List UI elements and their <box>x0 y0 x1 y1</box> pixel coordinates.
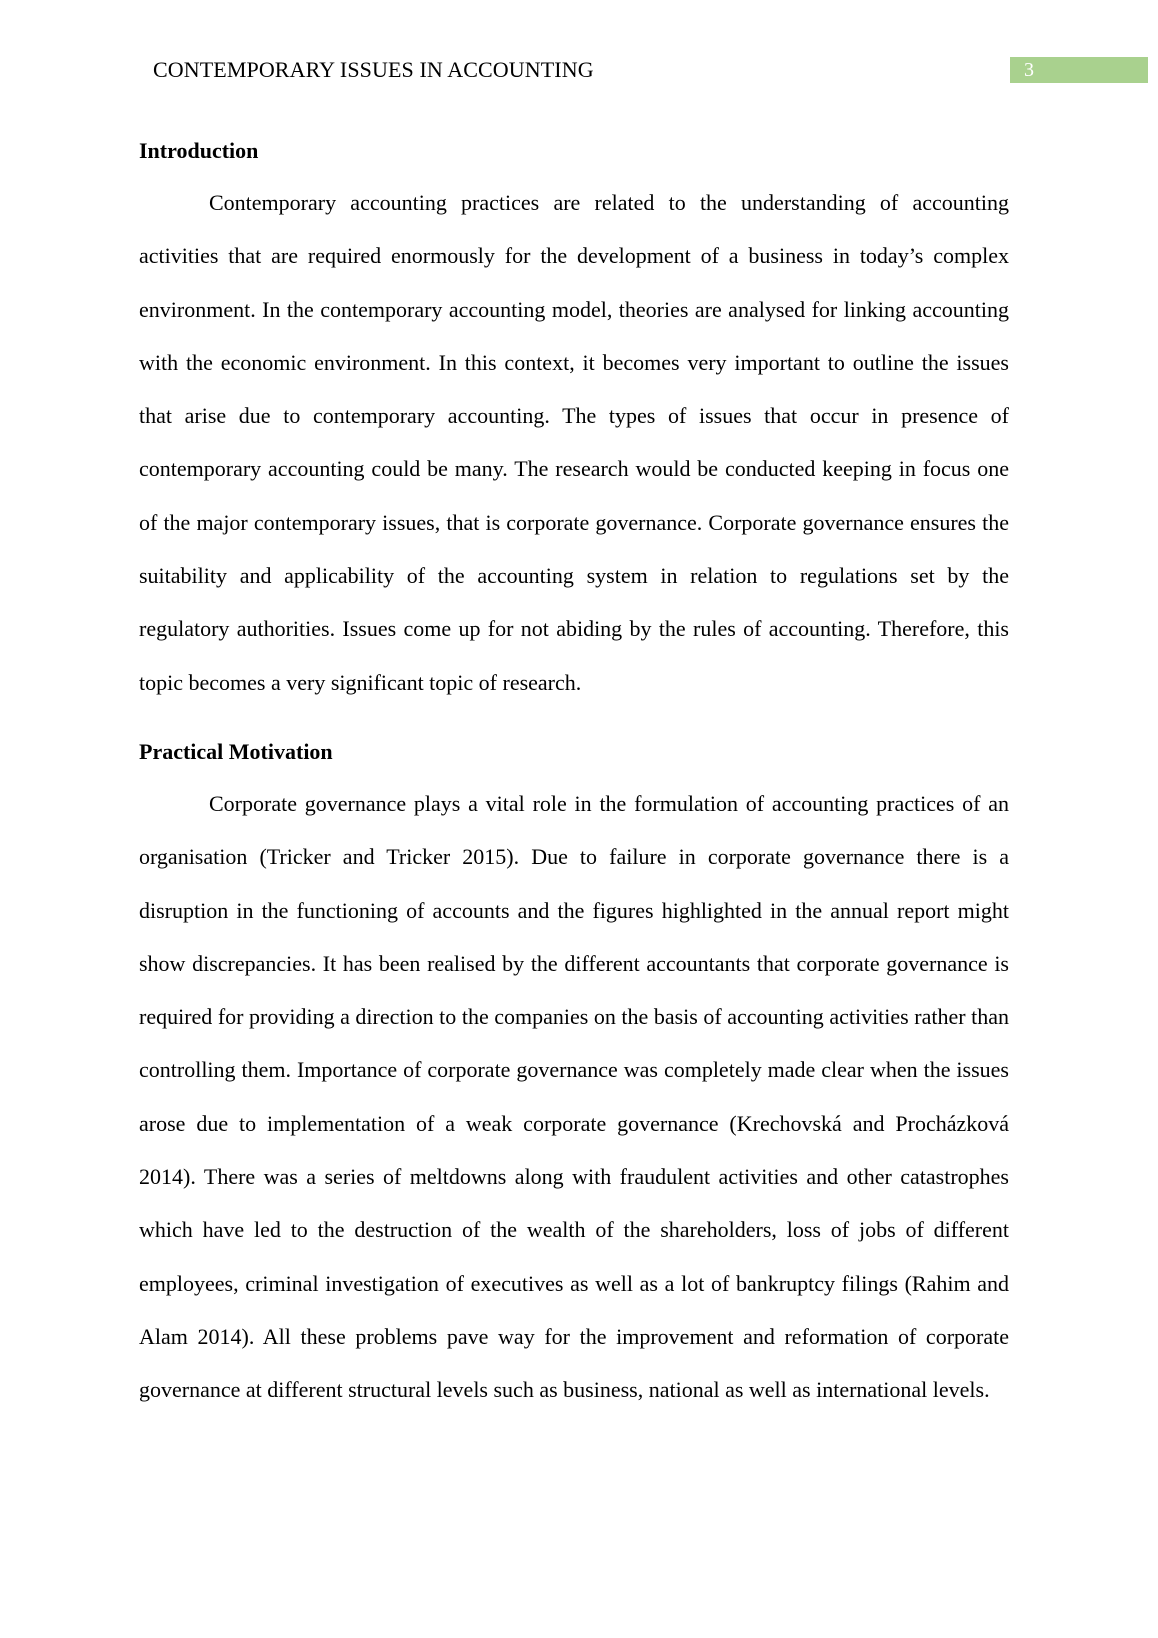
page-number: 3 <box>1010 57 1148 83</box>
document-body <box>139 136 1009 1417</box>
section-heading-introduction: Introduction <box>139 138 259 163</box>
introduction-paragraph: Contemporary accounting practices are related to the understanding of accounting activities that are required enormously for the development of a business in today’s complex environment. In the contemporary accounting model, theories are analysed for linking accounting with the economic environment. In this context, it becomes very important to outline the issues that arise due to contemporary accounting. The types of issues that occur in presence of contemporary accounting could be many. The research would be conducted keeping in focus one of the major contemporary issues, that is corporate governance. Corporate governance ensures the suitability and applicability of the accounting system in relation to regulations set by the regulatory authorities. Issues come up for not abiding by the rules of accounting. Therefore, this topic becomes a very significant topic of research. <box>139 190 1009 695</box>
running-header-title: CONTEMPORARY ISSUES IN ACCOUNTING <box>153 57 594 82</box>
section-heading-practical-motivation: Practical Motivation <box>139 738 333 764</box>
practical-motivation-paragraph: Corporate governance plays a vital role in the formulation of accounting practices of an organisation (Tricker and Tricker 2015). Due to failure in corporate governance there is a disruption in the functioning of accounts and the figures highlighted in the annual report might show discrepancies. It has been realised by the different accountants that corporate governance is required for providing a direction to the companies on the basis of accounting activities rather than controlling them. Importance of corporate governance was completely made clear when the issues arose due to implementation of a weak corporate governance (Krechovská and Procházková 2014). There was a series of meltdowns along with fraudulent activities and other catastrophes which have led to the destruction of the wealth of the shareholders, loss of jobs of different employees, criminal investigation of executives as well as a lot of bankruptcy filings (Rahim and Alam 2014). All these problems pave way for the improvement and reformation of corporate governance at different structural levels such as business, national as well as international levels. <box>139 790 1009 1403</box>
